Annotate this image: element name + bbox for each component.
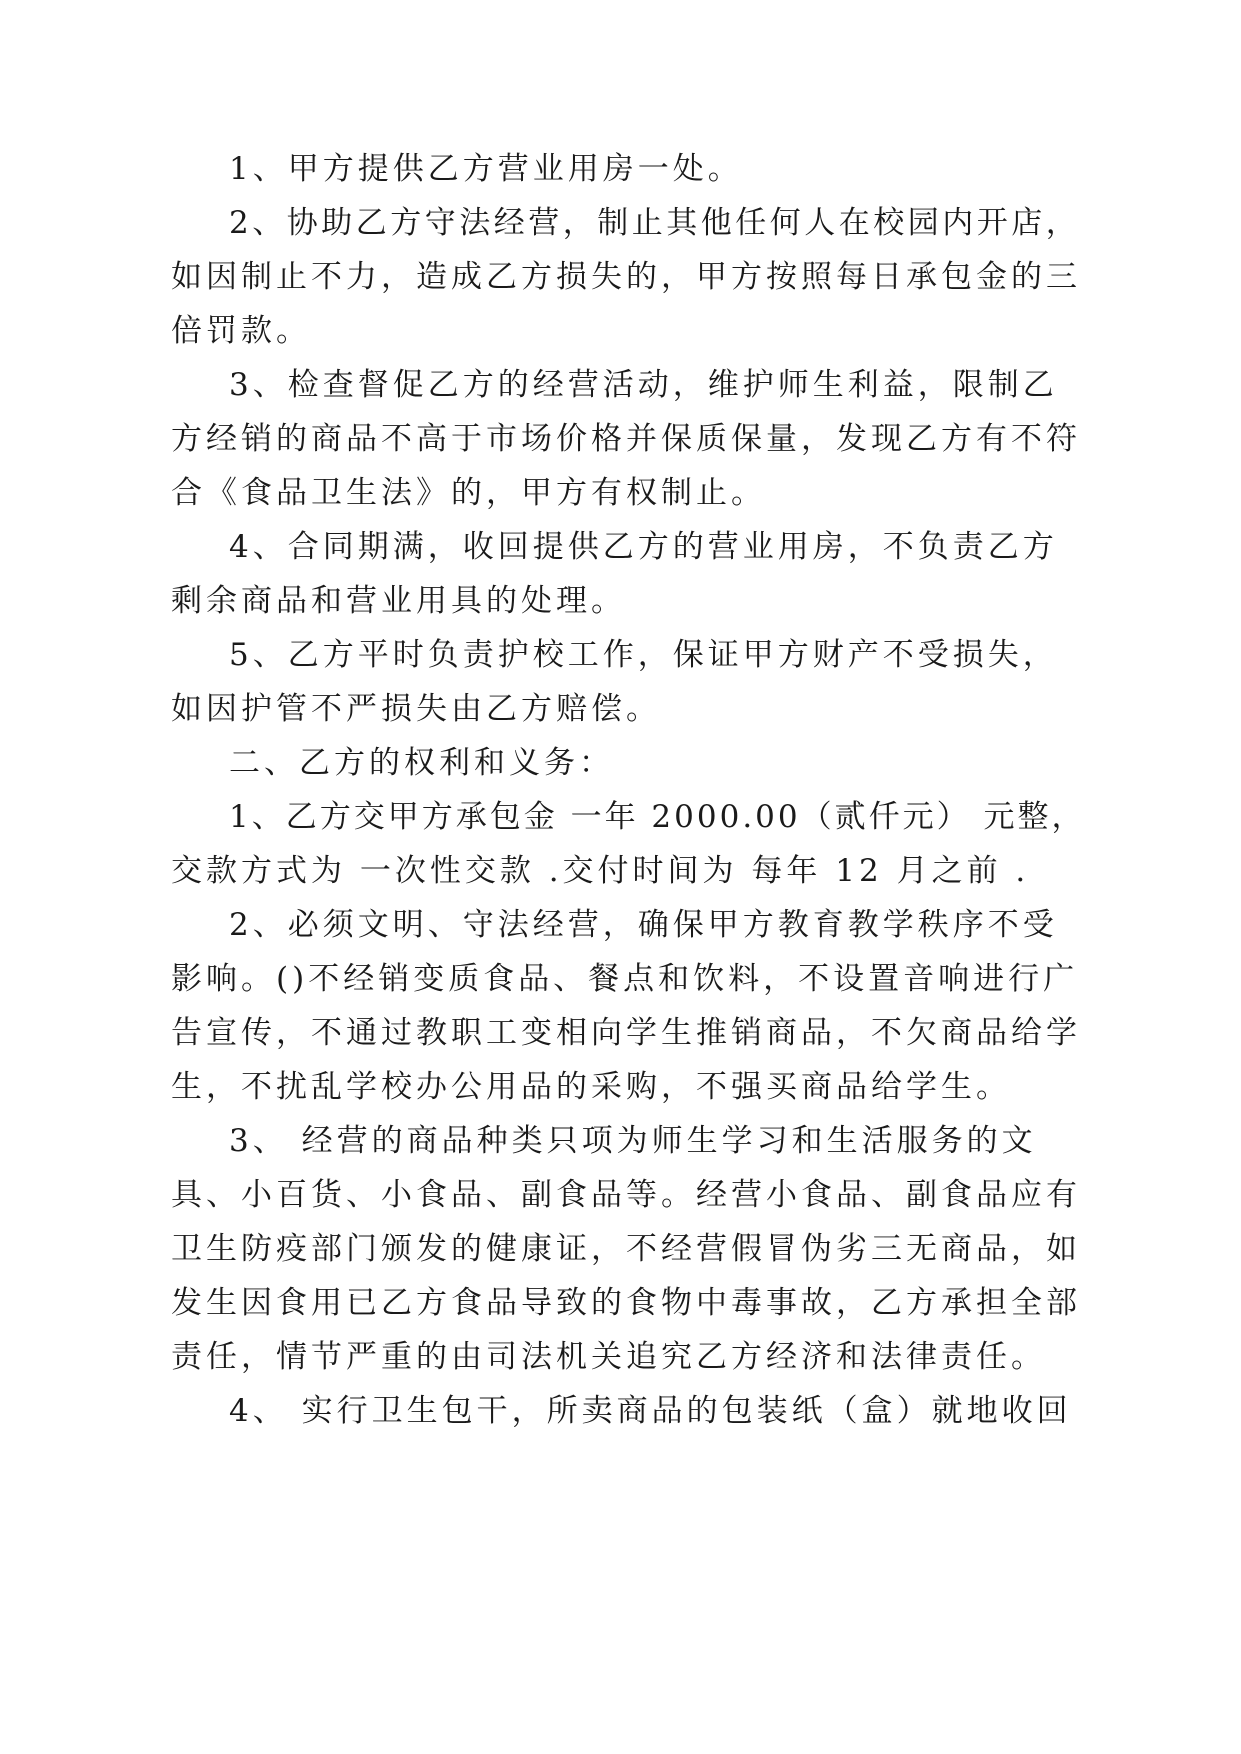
text-line: 1、乙方交甲方承包金 一年 2000.00（贰仟元） 元整， — [229, 799, 1086, 835]
text-line: 4、 实行卫生包干，所卖商品的包装纸（盒）就地收回 — [229, 1393, 1072, 1429]
text-line: 生，不扰乱学校办公用品的采购，不强买商品给学生。 — [171, 1069, 1011, 1105]
text-line: 倍罚款。 — [171, 313, 311, 349]
text-line: 如因护管不严损失由乙方赔偿。 — [171, 691, 661, 727]
text-line: 交款方式为 一次性交款 .交付时间为 每年 12 月之前 . — [171, 853, 1030, 889]
text-line: 1、甲方提供乙方营业用房一处。 — [229, 151, 743, 187]
text-line: 卫生防疫部门颁发的健康证，不经营假冒伪劣三无商品，如 — [171, 1231, 1081, 1267]
text-line: 3、检查督促乙方的经营活动，维护师生利益，限制乙 — [229, 367, 1058, 403]
text-line: 2、必须文明、守法经营，确保甲方教育教学秩序不受 — [229, 907, 1058, 943]
text-line: 5、乙方平时负责护校工作，保证甲方财产不受损失， — [229, 637, 1058, 673]
text-line: 4、合同期满，收回提供乙方的营业用房，不负责乙方 — [229, 529, 1058, 565]
text-line: 影响。()不经销变质食品、餐点和饮料，不设置音响进行广 — [171, 961, 1079, 997]
text-line: 告宣传，不通过教职工变相向学生推销商品，不欠商品给学 — [171, 1015, 1081, 1051]
text-line: 发生因食用已乙方食品导致的食物中毒事故，乙方承担全部 — [171, 1285, 1081, 1321]
text-line: 合《食品卫生法》的，甲方有权制止。 — [171, 475, 766, 511]
text-line: 剩余商品和营业用具的处理。 — [171, 583, 626, 619]
text-line: 方经销的商品不高于市场价格并保质保量，发现乙方有不符 — [171, 421, 1081, 457]
text-line: 具、小百货、小食品、副食品等。经营小食品、副食品应有 — [171, 1177, 1081, 1213]
text-line: 2、协助乙方守法经营，制止其他任何人在校园内开店， — [229, 205, 1081, 241]
section-heading: 二、乙方的权利和义务： — [229, 745, 614, 781]
text-line: 3、 经营的商品种类只项为师生学习和生活服务的文 — [229, 1123, 1037, 1159]
text-line: 如因制止不力，造成乙方损失的，甲方按照每日承包金的三 — [171, 259, 1081, 295]
text-line: 责任，情节严重的由司法机关追究乙方经济和法律责任。 — [171, 1339, 1046, 1375]
